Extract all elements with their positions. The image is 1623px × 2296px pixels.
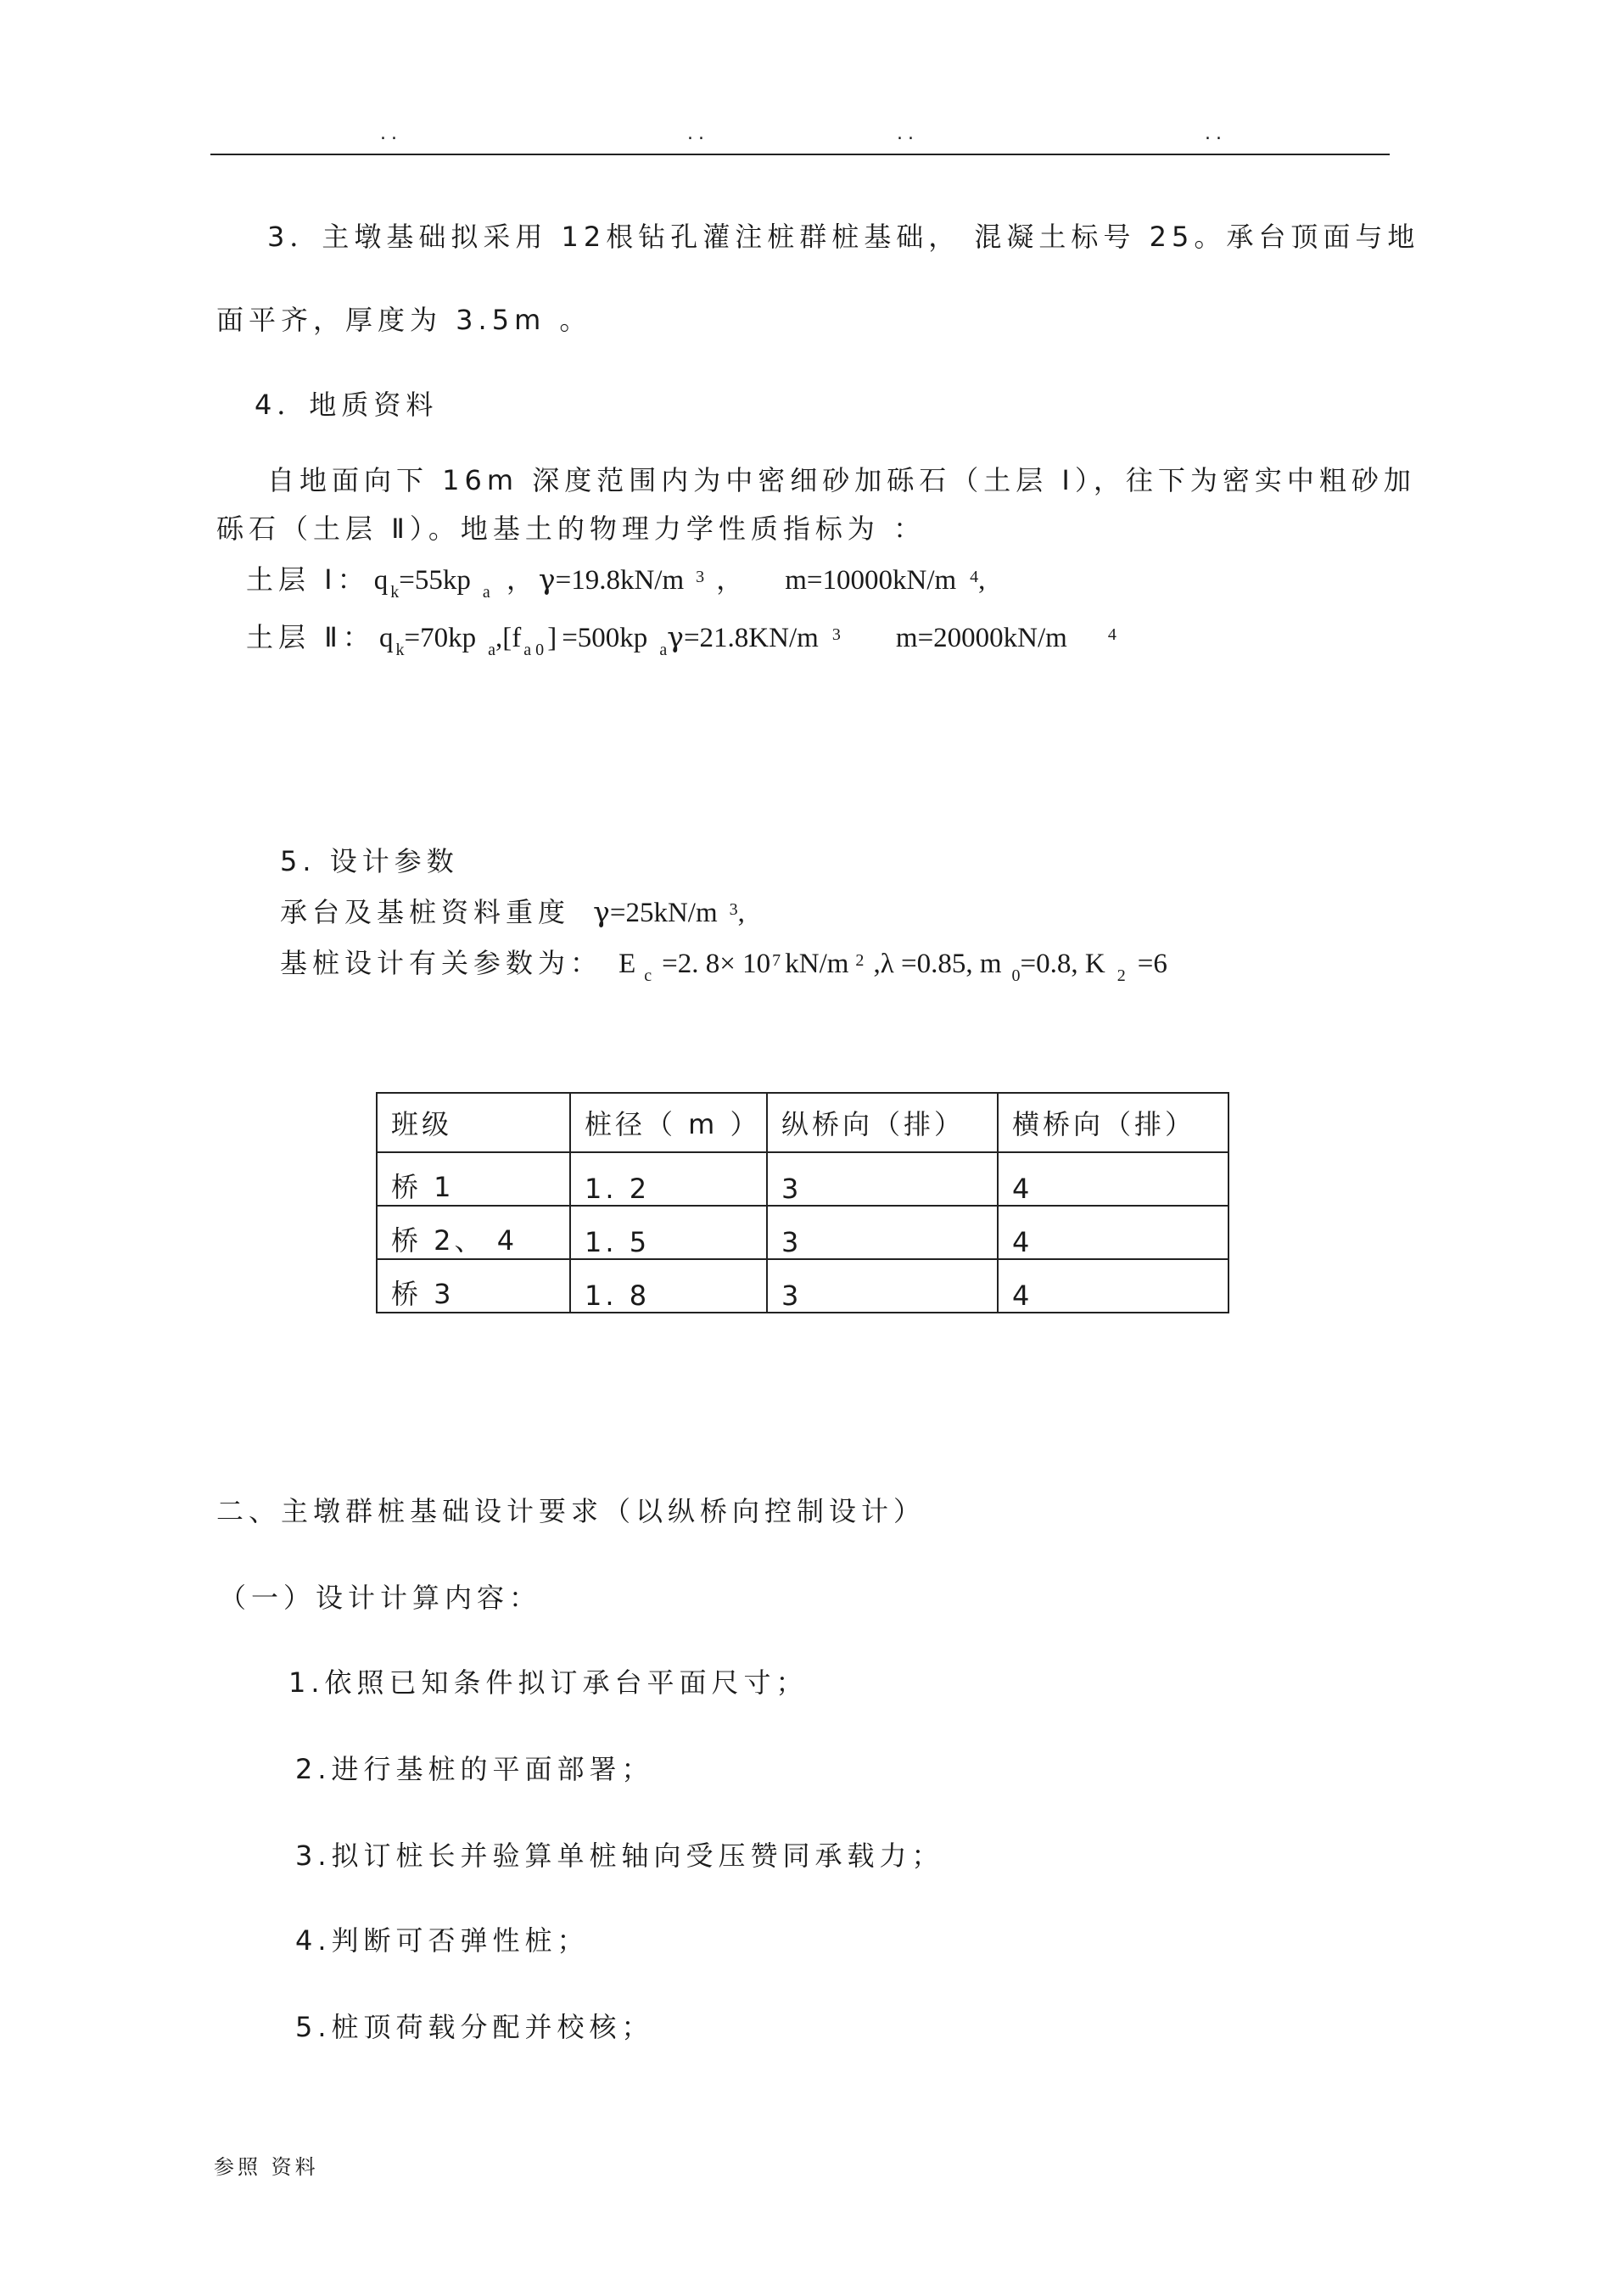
table-cell: 1. 2	[570, 1152, 767, 1206]
section3-line1: 3．主墩基础拟采用 12根钻孔灌注桩群桩基础， 混凝土标号 25。承台顶面与地	[267, 221, 1420, 253]
section3-line2: 面平齐，厚度为 3.5m 。	[216, 304, 592, 336]
table-header-cell: 桩径（ m ）	[570, 1093, 767, 1152]
table-header-cell: 横桥向（排）	[998, 1093, 1228, 1152]
table-cell: 4	[998, 1259, 1228, 1313]
table-cell: 1. 5	[570, 1206, 767, 1259]
table-header-cell: 纵桥向（排）	[767, 1093, 998, 1152]
soil-layer-1: 土层 Ⅰ： q k=55kp a ，γ=19.8kN/m 3 ， m=10000kN/m 4,	[246, 563, 986, 602]
design-weight-line: 承台及基桩资料重度 γ=25kN/m 3,	[280, 895, 745, 928]
pile-spec-table	[376, 1092, 1229, 1313]
table-header-row	[377, 1093, 1228, 1152]
header-dots: ..	[687, 123, 709, 144]
requirement-item: 1.依照已知条件拟订承台平面尺寸；	[288, 1666, 809, 1699]
header-dots: ..	[1205, 123, 1227, 144]
requirement-item: 4.判断可否弹性桩；	[295, 1924, 590, 1957]
table-cell: 桥 3	[377, 1259, 570, 1313]
section4-para1: 自地面向下 16m 深度范围内为中密细砂加砾石（土层 Ⅰ），往下为密实中粗砂加	[267, 464, 1416, 496]
table-cell: 3	[767, 1206, 998, 1259]
header-dots: ..	[380, 123, 402, 144]
table-cell: 1. 8	[570, 1259, 767, 1313]
table-cell: 3	[767, 1152, 998, 1206]
pile-parameters-line: 基桩设计有关参数为： E c =2. 8× 10 7 kN/m 2 ,λ =0.85, m 0=0.8, K 2 =6	[280, 947, 1167, 985]
table-row	[377, 1152, 1228, 1206]
section4-title: 4．地质资料	[255, 389, 439, 421]
table-cell: 4	[998, 1152, 1228, 1206]
table-row	[377, 1206, 1228, 1259]
part2-title: 二、主墩群桩基础设计要求（以纵桥向控制设计）	[216, 1495, 926, 1527]
section5-title: 5. 设计参数	[280, 845, 459, 877]
table-cell: 桥 2、 4	[377, 1206, 570, 1259]
soil-layer-2: 土层 Ⅱ： q k=70kp a,[f a 0 ] =500kp aγ=21.8KN/m 3 m=20000kN/m 4	[246, 620, 1117, 659]
footer-note: 参照 资料	[214, 2155, 319, 2179]
requirement-item: 2.进行基桩的平面部署；	[295, 1753, 654, 1785]
table-cell: 4	[998, 1206, 1228, 1259]
section4-para2: 砾石（土层 Ⅱ）。地基土的物理力学性质指标为 ：	[216, 512, 926, 545]
header-rule	[210, 154, 1390, 155]
table-cell: 桥 1	[377, 1152, 570, 1206]
table-cell: 3	[767, 1259, 998, 1313]
header-dots: ..	[897, 123, 919, 144]
table-header-cell: 班级	[377, 1093, 570, 1152]
part2-subtitle: （一）设计计算内容：	[219, 1582, 542, 1614]
requirement-item: 5.桩顶荷载分配并校核；	[295, 2011, 654, 2043]
table-row	[377, 1259, 1228, 1313]
requirement-item: 3.拟订桩长并验算单桩轴向受压赞同承载力；	[295, 1840, 944, 1872]
